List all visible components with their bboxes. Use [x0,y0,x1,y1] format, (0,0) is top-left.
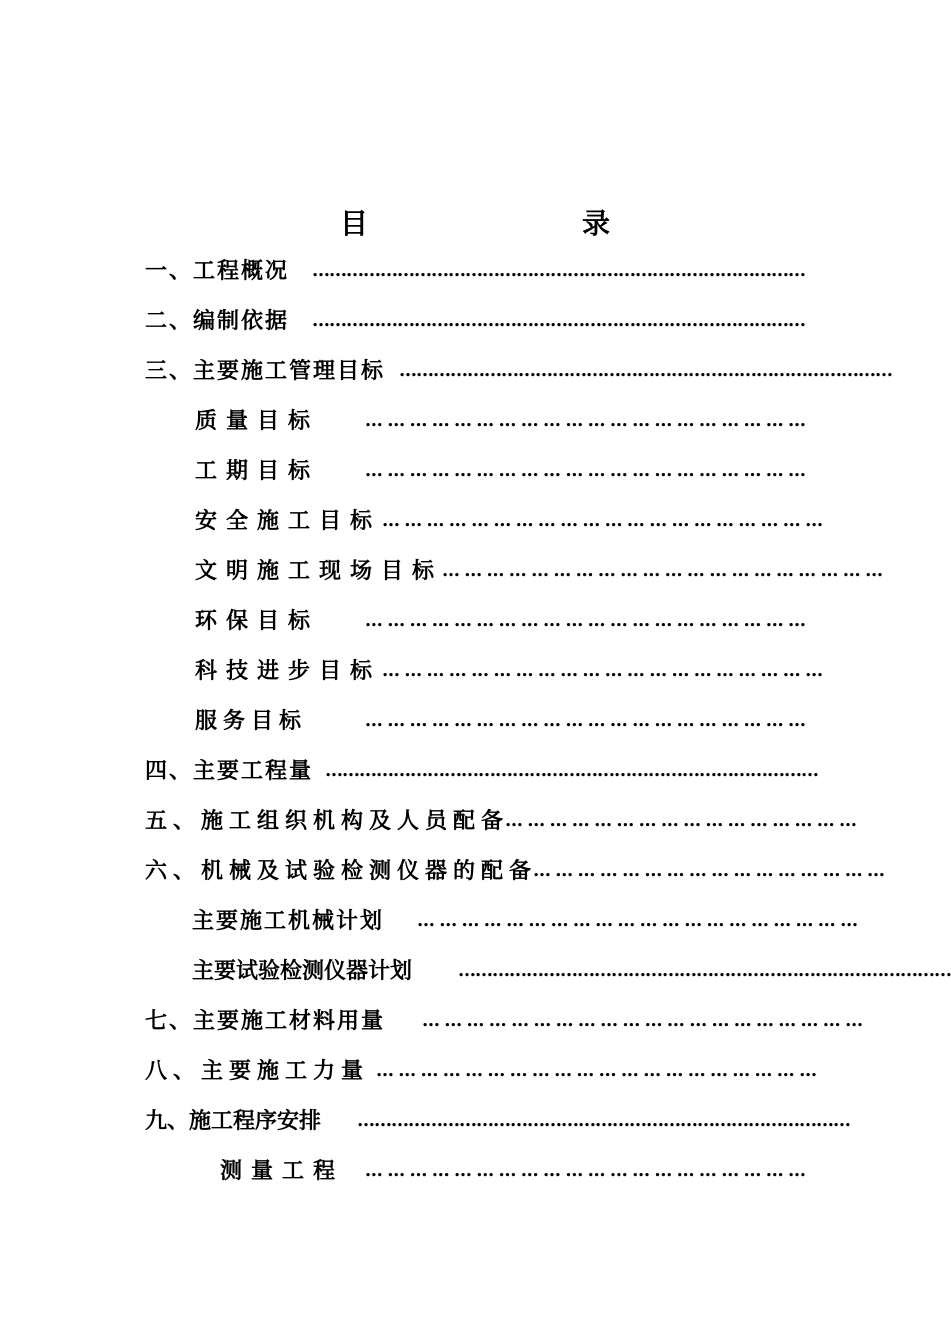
toc-leader-dots: …………………………………………………………………………… [312,260,805,281]
toc-entry-label: 服务目标 [195,708,308,734]
toc-entry-label: 工期目标 [195,458,320,484]
toc-entry-label: 科技进步目标 [195,658,382,684]
toc-entry-label: 主要施工机械计划 [192,908,385,934]
toc-entry[interactable] [0,406,950,436]
toc-entry-label: 五、施工组织机构及人员配备 [145,808,510,834]
toc-entry-label: 安全施工目标 [195,508,382,534]
toc-entry-label: 七、主要施工材料用量 [145,1008,386,1034]
toc-leader-dots: … … … … … … … … … … … … … … … … … … … … [417,910,858,931]
toc-leader-dots: … … … … … … … … … … … … … … … … … … … … [364,710,805,731]
toc-entry-label: 四、主要工程量 [145,758,314,784]
toc-entry-label: 质量目标 [195,408,320,434]
toc-leader-dots: … … … … … … … … … … … … … … … … [505,810,856,831]
toc-leader-dots: … … … … … … … … … … … … … … … … … … … … [442,560,883,581]
toc-leader-dots: … … … … … … … … … … … … … … … … … … … … [364,610,805,631]
toc-entry[interactable] [0,606,950,636]
toc-leader-dots: …………………………………………………………………………… [399,360,892,381]
toc-entry[interactable] [0,456,950,486]
toc-title-char-1: 目 [340,207,369,240]
toc-leader-dots: … … … … … … … … … … … … … … … … … … … … [364,460,805,481]
toc-leader-dots: …………………………………………………………………………… [325,760,818,781]
toc-leader-dots: …………………………………………………………………………… [458,960,951,981]
toc-entry[interactable] [0,756,950,786]
toc-leader-dots: … … … … … … … … … … … … … … … … … … … … [364,1160,805,1181]
toc-title-char-2: 录 [582,207,611,240]
toc-entry-label: 一、工程概况 [145,258,290,284]
toc-leader-dots: … … … … … … … … … … … … … … … … [533,860,884,881]
toc-leader-dots: … … … … … … … … … … … … … … … … … … … … [364,410,805,431]
toc-entry[interactable] [0,306,950,336]
toc-entry[interactable] [0,1006,950,1036]
toc-entry[interactable] [0,556,950,586]
toc-entry-label: 九、施工程序安排 [145,1108,322,1134]
toc-entry[interactable] [0,656,950,686]
toc-entry-label: 三、主要施工管理目标 [145,358,386,384]
toc-entry-label: 文明施工现场目标 [195,558,444,584]
toc-entry-label: 六、机械及试验检测仪器的配备 [145,858,538,884]
toc-entry[interactable] [0,1056,950,1086]
toc-leader-dots: …………………………………………………………………………… [312,310,805,331]
toc-entry[interactable] [0,856,950,886]
toc-title [0,204,950,244]
toc-entry[interactable] [0,1106,950,1136]
toc-leader-dots: …………………………………………………………………………… [357,1110,850,1131]
toc-entry-label: 测量工程 [220,1158,345,1184]
toc-entry-label: 二、编制依据 [145,308,290,334]
toc-entry[interactable] [0,956,950,986]
toc-leader-dots: … … … … … … … … … … … … … … … … … … … … [382,510,823,531]
toc-entry[interactable] [0,706,950,736]
toc-leader-dots: … … … … … … … … … … … … … … … … … … … … [382,660,823,681]
toc-entry-label: 环保目标 [195,608,320,634]
toc-entry-label: 主要试验检测仪器计划 [192,958,413,984]
toc-leader-dots: … … … … … … … … … … … … … … … … … … … … [376,1060,817,1081]
toc-entry[interactable] [0,256,950,286]
toc-entry[interactable] [0,906,950,936]
toc-entry[interactable] [0,806,950,836]
toc-leader-dots: … … … … … … … … … … … … … … … … … … … … [422,1010,863,1031]
toc-entry[interactable] [0,356,950,386]
toc-entry[interactable] [0,506,950,536]
toc-entry-label: 八、主要施工力量 [145,1058,370,1084]
toc-entry[interactable] [0,1156,950,1186]
